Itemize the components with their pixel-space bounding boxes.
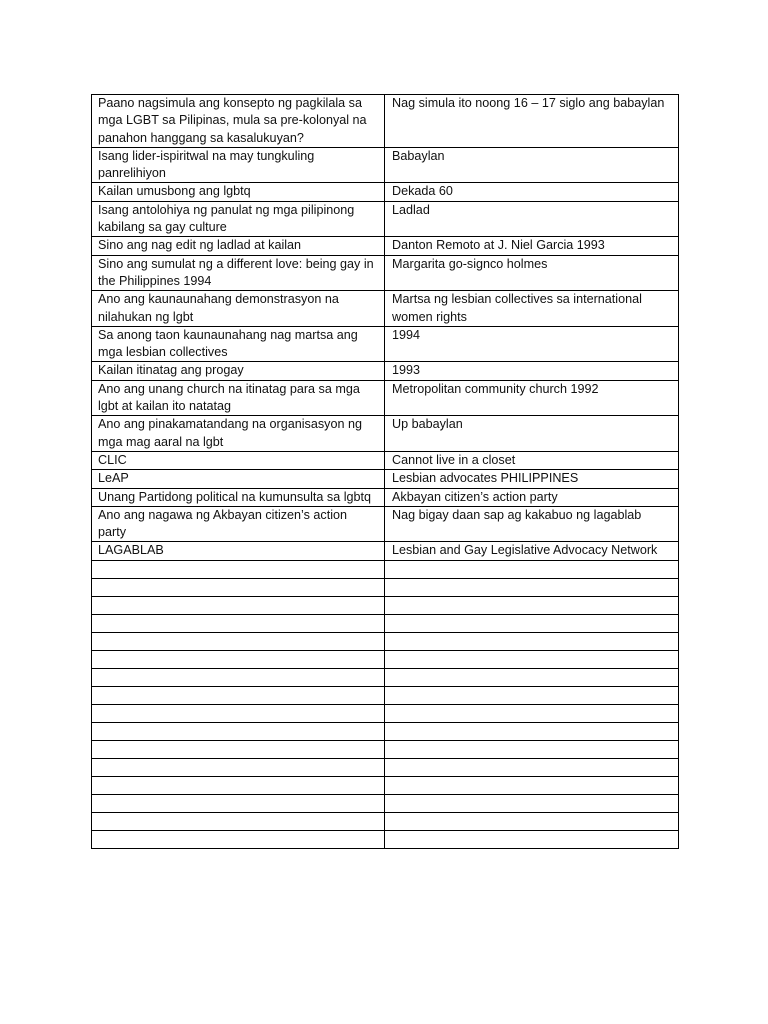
question-cell: Sino ang sumulat ng a different love: being gay in the Philippines 1994	[92, 255, 385, 291]
empty-table-row	[92, 560, 679, 578]
empty-answer-cell	[385, 650, 679, 668]
empty-table-row	[92, 812, 679, 830]
empty-answer-cell	[385, 560, 679, 578]
empty-answer-cell	[385, 794, 679, 812]
empty-table-row	[92, 740, 679, 758]
table-row	[92, 362, 679, 380]
table-row	[92, 470, 679, 488]
answer-cell: Ladlad	[385, 201, 679, 237]
answer-cell: Margarita go-signco holmes	[385, 255, 679, 291]
question-cell: CLIC	[92, 451, 385, 469]
answer-cell: Danton Remoto at J. Niel Garcia 1993	[385, 237, 679, 255]
answer-cell: Lesbian advocates PHILIPPINES	[385, 470, 679, 488]
empty-answer-cell	[385, 776, 679, 794]
question-cell: Sino ang nag edit ng ladlad at kailan	[92, 237, 385, 255]
question-cell: LAGABLAB	[92, 542, 385, 560]
answer-cell: Metropolitan community church 1992	[385, 380, 679, 416]
answer-cell: Akbayan citizen’s action party	[385, 488, 679, 506]
table-row	[92, 255, 679, 291]
empty-question-cell	[92, 740, 385, 758]
question-cell: Isang antolohiya ng panulat ng mga pilipinong kabilang sa gay culture	[92, 201, 385, 237]
question-cell: Ano ang nagawa ng Akbayan citizen’s action party	[92, 506, 385, 542]
table-row	[92, 95, 679, 148]
empty-table-row	[92, 758, 679, 776]
empty-question-cell	[92, 830, 385, 848]
empty-question-cell	[92, 758, 385, 776]
question-cell: Ano ang kaunaunahang demonstrasyon na nilahukan ng lgbt	[92, 291, 385, 327]
answer-cell: Up babaylan	[385, 416, 679, 452]
empty-table-row	[92, 650, 679, 668]
empty-table-row	[92, 722, 679, 740]
answer-cell: Nag simula ito noong 16 – 17 siglo ang babaylan	[385, 95, 679, 148]
empty-table-row	[92, 668, 679, 686]
empty-answer-cell	[385, 812, 679, 830]
empty-answer-cell	[385, 758, 679, 776]
answer-cell: 1993	[385, 362, 679, 380]
qa-table-body	[92, 95, 679, 849]
empty-answer-cell	[385, 578, 679, 596]
table-row	[92, 326, 679, 362]
empty-answer-cell	[385, 704, 679, 722]
empty-answer-cell	[385, 668, 679, 686]
empty-question-cell	[92, 614, 385, 632]
answer-cell: Cannot live in a closet	[385, 451, 679, 469]
empty-question-cell	[92, 776, 385, 794]
table-row	[92, 183, 679, 201]
question-cell: LeAP	[92, 470, 385, 488]
empty-answer-cell	[385, 686, 679, 704]
question-cell: Sa anong taon kaunaunahang nag martsa ang mga lesbian collectives	[92, 326, 385, 362]
answer-cell: 1994	[385, 326, 679, 362]
empty-answer-cell	[385, 740, 679, 758]
answer-cell: Babaylan	[385, 147, 679, 183]
empty-question-cell	[92, 686, 385, 704]
empty-question-cell	[92, 812, 385, 830]
empty-table-row	[92, 632, 679, 650]
empty-table-row	[92, 830, 679, 848]
empty-answer-cell	[385, 632, 679, 650]
empty-question-cell	[92, 668, 385, 686]
empty-answer-cell	[385, 830, 679, 848]
question-cell: Isang lider-ispiritwal na may tungkuling panrelihiyon	[92, 147, 385, 183]
answer-cell: Nag bigay daan sap ag kakabuo ng lagablab	[385, 506, 679, 542]
empty-table-row	[92, 596, 679, 614]
question-cell: Ano ang unang church na itinatag para sa mga lgbt at kailan ito natatag	[92, 380, 385, 416]
table-row	[92, 451, 679, 469]
empty-table-row	[92, 776, 679, 794]
empty-question-cell	[92, 794, 385, 812]
empty-question-cell	[92, 596, 385, 614]
table-row	[92, 147, 679, 183]
table-row	[92, 237, 679, 255]
empty-table-row	[92, 686, 679, 704]
question-cell: Unang Partidong political na kumunsulta sa lgbtq	[92, 488, 385, 506]
table-row	[92, 542, 679, 560]
empty-question-cell	[92, 704, 385, 722]
empty-question-cell	[92, 560, 385, 578]
empty-table-row	[92, 578, 679, 596]
empty-question-cell	[92, 578, 385, 596]
question-cell: Kailan itinatag ang progay	[92, 362, 385, 380]
table-row	[92, 506, 679, 542]
empty-answer-cell	[385, 614, 679, 632]
table-row	[92, 201, 679, 237]
empty-question-cell	[92, 632, 385, 650]
empty-table-row	[92, 614, 679, 632]
qa-table	[91, 94, 679, 849]
empty-question-cell	[92, 722, 385, 740]
empty-answer-cell	[385, 722, 679, 740]
answer-cell: Lesbian and Gay Legislative Advocacy Network	[385, 542, 679, 560]
empty-question-cell	[92, 650, 385, 668]
empty-answer-cell	[385, 596, 679, 614]
table-row	[92, 488, 679, 506]
table-row	[92, 291, 679, 327]
table-row	[92, 416, 679, 452]
question-cell: Ano ang pinakamatandang na organisasyon ng mga mag aaral na lgbt	[92, 416, 385, 452]
answer-cell: Martsa ng lesbian collectives sa international women rights	[385, 291, 679, 327]
empty-table-row	[92, 704, 679, 722]
table-row	[92, 380, 679, 416]
empty-table-row	[92, 794, 679, 812]
question-cell: Paano nagsimula ang konsepto ng pagkilala sa mga LGBT sa Pilipinas, mula sa pre-kolonyal na panahon hanggang sa kasalukuyan?	[92, 95, 385, 148]
answer-cell: Dekada 60	[385, 183, 679, 201]
question-cell: Kailan umusbong ang lgbtq	[92, 183, 385, 201]
